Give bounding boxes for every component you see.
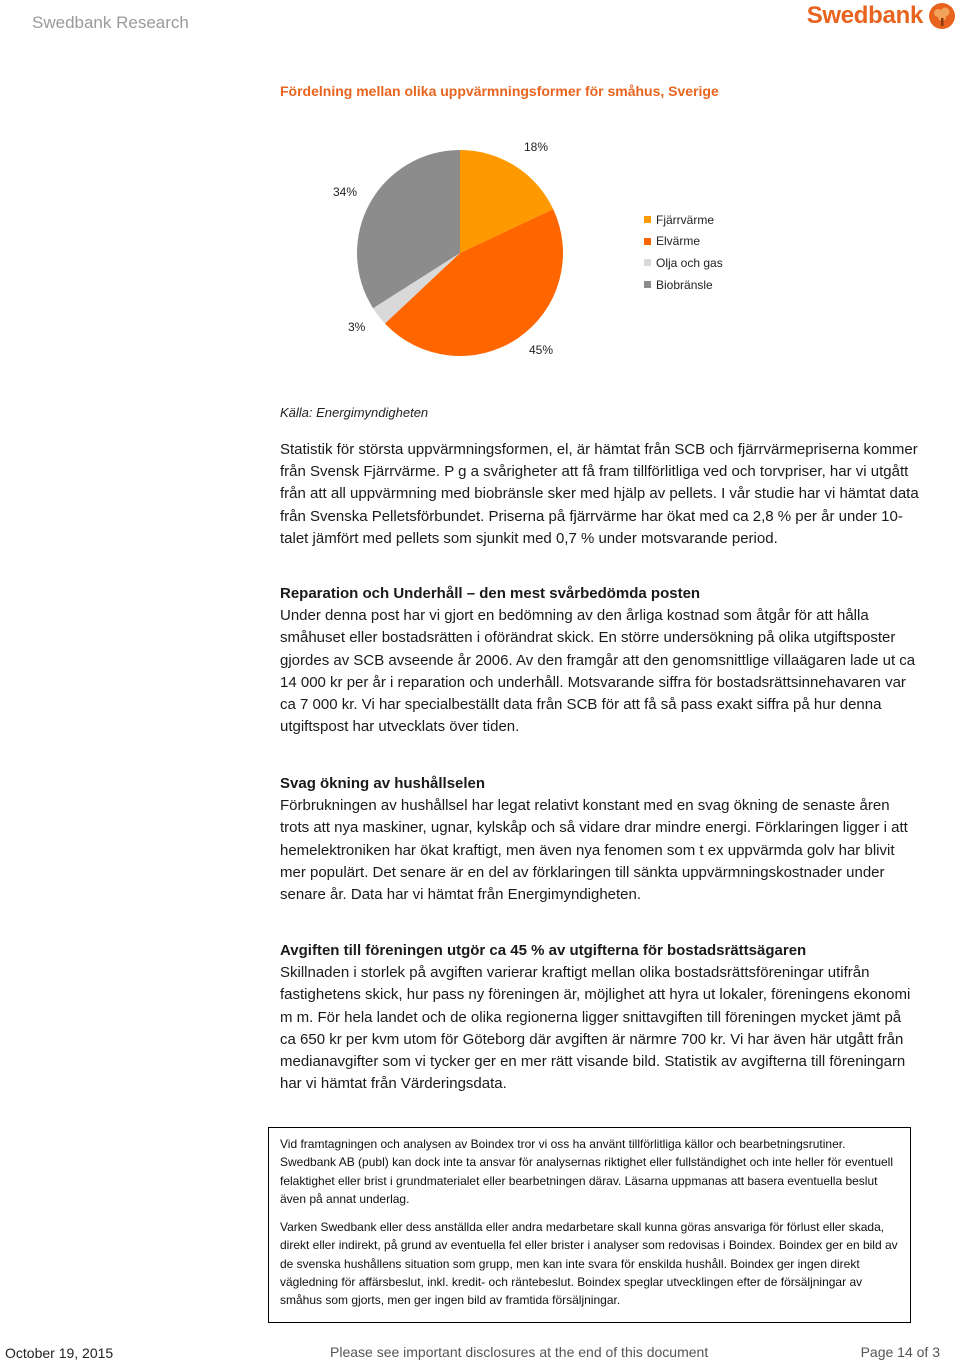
legend-swatch (644, 216, 651, 223)
disclaimer-paragraph: Vid framtagningen och analysen av Boindex tror vi oss ha använt tillförlitliga källor och bearbetningsrutiner. Swedbank AB (publ) kan dock inte ta ansvar för analysernas riktighet eller fullständighet och inte heller för eventuell felaktighet eller brist i grundmaterialet eller bearbetningen därav. Läsarna uppmanas att basera eventuella beslut även på annat underlag. (280, 1137, 894, 1206)
section-text: Förbrukningen av hushållsel har legat relativt konstant med en svag ökning de senaste åren trots att nya maskiner, ugnar, kylskåp och så vidare drar mindre energi. Förklaringen ligger i att hemelektroniken har ökat kraftigt, men även nya fenomen som t ex uppvärmda golv har blivit mer populärt. Det senare är en del av förklaringen till sänkta uppvärmningskostnader under senare år. Data har vi hämtat från Energimyndigheten. (280, 797, 908, 904)
legend-label: Olja och gas (656, 255, 723, 270)
legend-swatch (644, 238, 651, 245)
legend-swatch (644, 259, 651, 266)
chart-legend (644, 209, 723, 295)
legend-item (644, 274, 723, 296)
section-household-electricity (280, 773, 920, 906)
pie-label-biobransle: 34% (333, 185, 358, 199)
footer-page-number: Page 14 of 3 (860, 1344, 940, 1360)
pie-label-elvarme: 45% (529, 343, 554, 357)
legend-item (644, 252, 723, 274)
logo-wordmark: Swedbank (806, 2, 923, 29)
legend-label: Biobränsle (656, 277, 713, 292)
intro-paragraph: Statistik för största uppvärmningsformen, el, är hämtat från SCB och fjärrvärmepriserna kommer från Svensk Fjärrvärme. P g a svårigheter att få fram tillförlitliga ved och torvpriser, har vi utgått från att all uppvärmning med biobränsle sker med hjälp av pellets. I vår studie har vi hämtat data från Svenska Pelletsförbundet. Priserna på fjärrvärme har ökat med ca 2,8 % per år under 10-talet jämfört med pellets som sjunkit med 0,7 % under motsvarande period. (280, 441, 919, 547)
disclaimer-box (268, 1127, 911, 1323)
legend-item (644, 209, 723, 231)
section-association-fee (280, 940, 920, 1095)
section-text: Skillnaden i storlek på avgiften varierar kraftigt mellan olika bostadsrättsföreningar utifrån fastighetens skick, hur pass ny föreningen är, möjlighet att hyra ut lokaler, föreningens ekonomi m m. För hela landet och de olika regionerna ligger snittavgiften till föreningen mycket jämt på ca 650 kr per kvm utom för Göteborg där avgiften är närmre 700 kr. Vi har även här utgått från medianavgifter som vi tycker ger en mer rätt visande bild. Statistik av avgifterna till föreningarn har vi hämtat från Värderingsdata. (280, 964, 911, 1093)
pie-label-olja-och-gas: 3% (348, 320, 366, 334)
section-repair-maintenance (280, 583, 920, 738)
oak-tree-icon (928, 2, 956, 30)
legend-label: Elvärme (656, 234, 701, 249)
chart-title: Fördelning mellan olika uppvärmningsformer för småhus, Sverige (280, 83, 719, 99)
footer-disclosure-note: Please see important disclosures at the end of this document (330, 1344, 709, 1360)
pie-label-fjarrvarme: 18% (524, 140, 549, 154)
report-series-title: Swedbank Research (32, 13, 189, 32)
pie-chart (358, 148, 562, 358)
swedbank-logo (807, 2, 956, 30)
section-text: Under denna post har vi gjort en bedömning av den årliga kostnad som åtgår för att hålla småhuset eller bostadsrätten i oförändrat skick. En större undersökning på olika utgiftsposter gjordes av SCB avseende år 2006. Av den framgår att den genomsnittlige villaägaren lade ut ca 14 000 kr per år i reparation och underhåll. Motsvarande siffra för bostadsrättsinnehavaren var ca 7 000 kr. Vi har specialbeställt data från SCB för att få så pass exakt siffra på hur denna utgiftspost har utvecklats över tiden. (280, 607, 916, 736)
legend-item (644, 231, 723, 253)
disclaimer-paragraph: Varken Swedbank eller dess anställda eller andra medarbetare skall kunna göras ansvariga för förlust eller skada, direkt eller indirekt, på grund av eventuella fel eller brister i analyser som redovisas i Boindex. Boindex ger en bild av de svenska hushållens situation som grupp, men kan inte svara för enskilda hushåll. Boindex ger ingen direkt vägledning för affärsbeslut, inkl. kredit- och räntebeslut. Boindex speglar utvecklingen efter de försäljningar av småhus som gjorts, men ger ingen bild av framtida försäljningar. (280, 1220, 898, 1308)
section-heading: Reparation och Underhåll – den mest svårbedömda posten (280, 585, 701, 602)
legend-label: Fjärrvärme (656, 212, 715, 227)
legend-swatch (644, 281, 651, 288)
footer-date: October 19, 2015 (5, 1345, 114, 1361)
section-heading: Avgiften till föreningen utgör ca 45 % av utgifterna för bostadsrättsägaren (280, 942, 807, 959)
chart-source: Källa: Energimyndigheten (280, 405, 429, 420)
section-heading: Svag ökning av hushållselen (280, 775, 486, 792)
